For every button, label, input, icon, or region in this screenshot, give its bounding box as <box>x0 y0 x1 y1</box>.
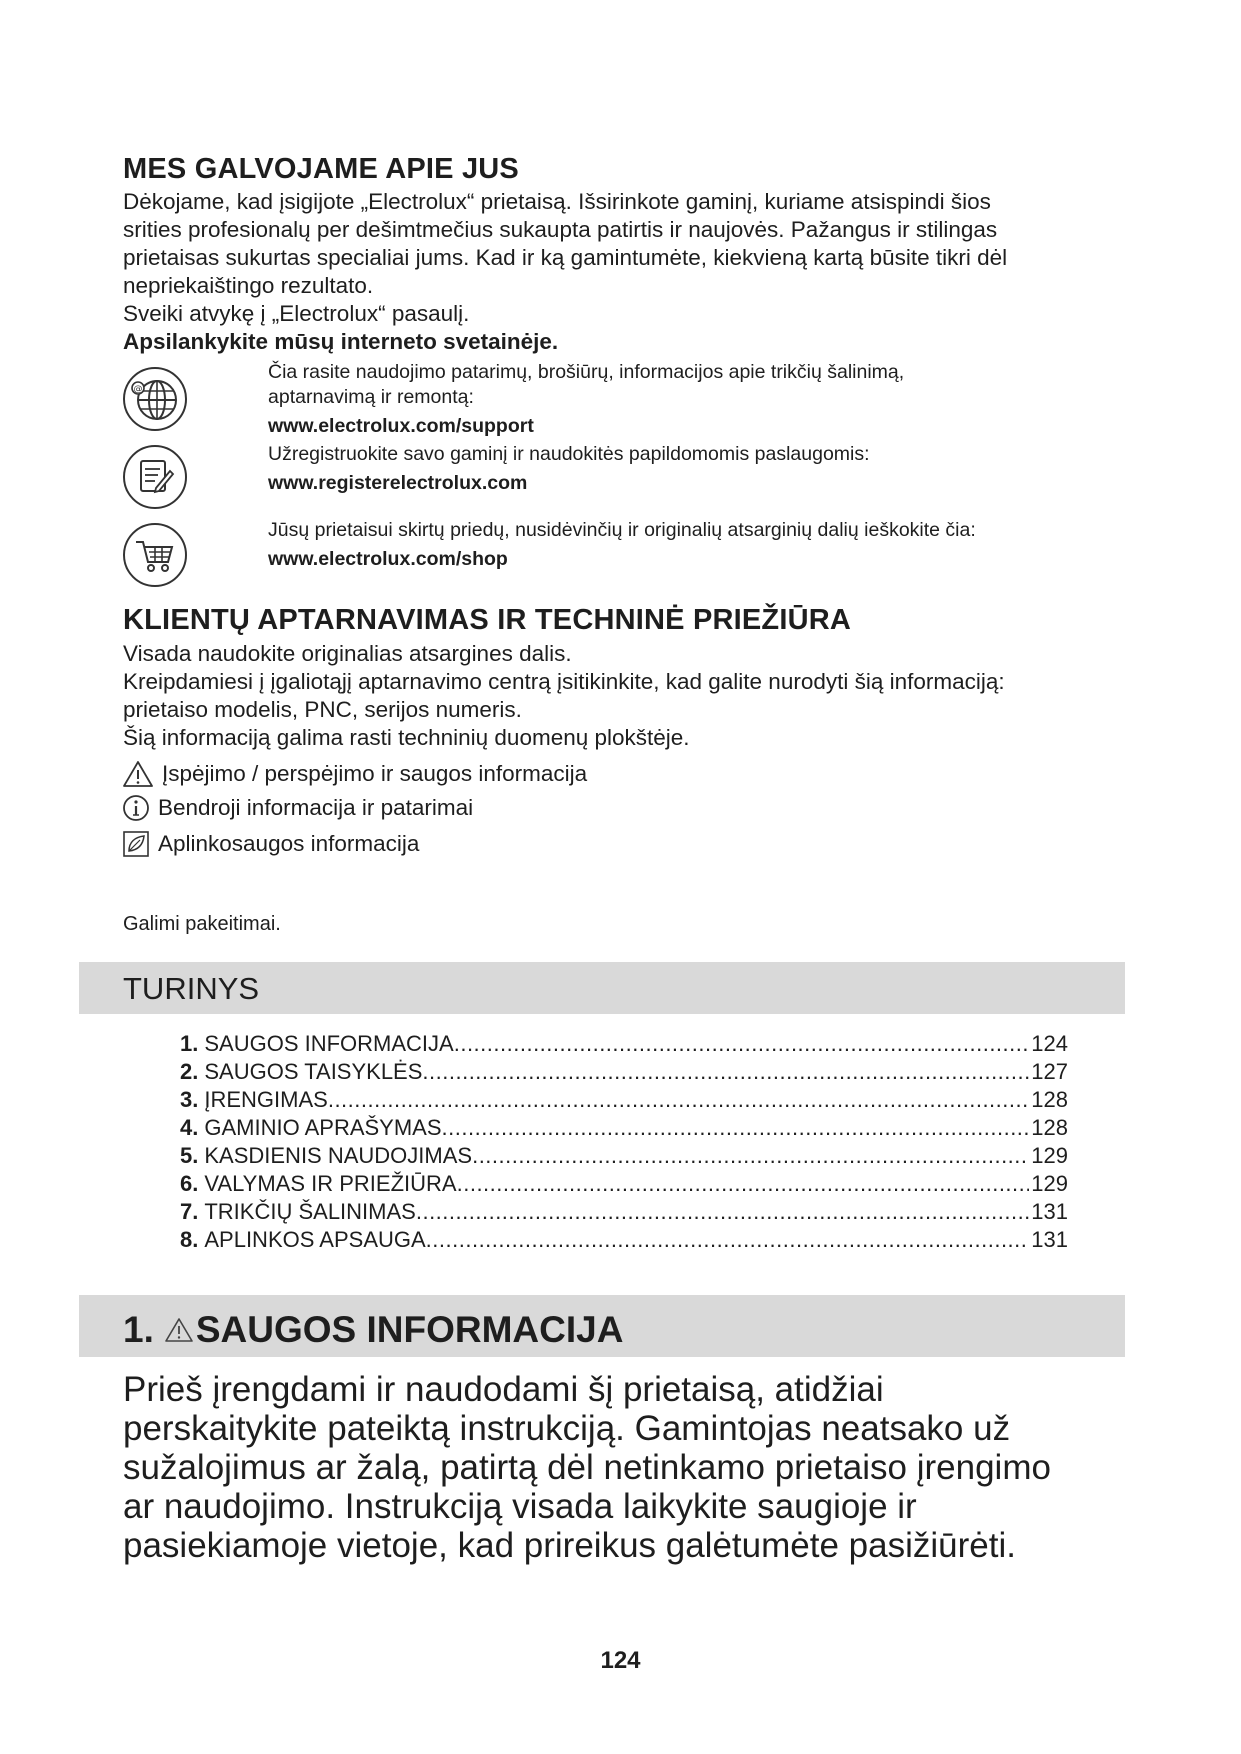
legend-warning <box>122 760 587 788</box>
web-item-register <box>268 442 1128 496</box>
intro-line: nepriekaištingo rezultato. <box>123 273 374 298</box>
welcome-line: Sveiki atvykę į „Electrolux“ pasaulį. <box>123 301 470 326</box>
toc-item-number: 3. <box>180 1087 199 1112</box>
page-number: 124 <box>600 1647 641 1674</box>
section-title-klientu-aptarnavimas: KLIENTŲ APTARNAVIMAS IR TECHNINĖ PRIEŽIŪRA <box>123 604 852 636</box>
toc-item[interactable] <box>180 1058 1068 1086</box>
register-form-icon <box>122 444 188 510</box>
service-line: Šią informaciją galima rasti techninių duomenų plokštėje. <box>123 725 690 750</box>
support-link[interactable]: www.electrolux.com/support <box>268 415 534 437</box>
legend-label: Įspėjimo / perspėjimo ir saugos informacija <box>162 761 588 786</box>
toc-header-bar <box>79 962 1125 1014</box>
legend-environment <box>122 830 419 858</box>
toc-item-label: KASDIENIS NAUDOJIMAS <box>204 1143 473 1168</box>
web-item-text: aptarnavimą ir remontą: <box>268 386 474 408</box>
intro-paragraph <box>123 188 1133 356</box>
service-paragraph <box>123 640 1133 752</box>
toc-item-label: SAUGOS TAISYKLĖS <box>204 1059 423 1084</box>
safety-heading <box>123 1309 623 1351</box>
toc-item-label: VALYMAS IR PRIEŽIŪRA <box>204 1171 457 1196</box>
toc-item-page: 127 <box>1031 1059 1068 1084</box>
svg-text:@: @ <box>133 384 143 395</box>
safety-line: ar naudojimo. Instrukciją visada laikykite saugioje ir <box>123 1487 917 1526</box>
toc-item-label: GAMINIO APRAŠYMAS <box>204 1115 442 1140</box>
intro-line: Dėkojame, kad įsigijote „Electrolux“ prietaisą. Išsirinkote gaminį, kuriame atsispindi šios <box>123 189 991 214</box>
web-item-text: Čia rasite naudojimo patarimų, brošiūrų, informacijos apie trikčių šalinimą, <box>268 361 905 383</box>
toc-item[interactable] <box>180 1114 1068 1142</box>
toc-item-page: 129 <box>1031 1171 1068 1196</box>
toc-title: TURINYS <box>123 971 260 1006</box>
section-title-mes-galvojame: MES GALVOJAME APIE JUS <box>123 153 519 185</box>
toc-item-page: 124 <box>1031 1031 1068 1056</box>
toc-leader-dots <box>472 1142 1029 1170</box>
intro-line: prietaisas sukurtas specialiai jums. Kad ir ką gamintumėte, kiekvieną kartą būsite tikri dėl <box>123 245 1008 270</box>
safety-number: 1. <box>123 1309 154 1350</box>
register-link[interactable]: www.registerelectrolux.com <box>268 472 528 494</box>
toc-leader-dots <box>416 1198 1029 1226</box>
toc-item-page: 131 <box>1031 1199 1068 1224</box>
toc-leader-dots <box>422 1058 1029 1086</box>
toc-item-label: APLINKOS APSAUGA <box>204 1227 426 1252</box>
toc-item-page: 128 <box>1031 1087 1068 1112</box>
toc-leader-dots <box>442 1114 1030 1142</box>
toc-item[interactable] <box>180 1170 1068 1198</box>
safety-paragraph <box>123 1370 1133 1565</box>
environment-leaf-icon <box>122 830 150 858</box>
toc-item-label: TRIKČIŲ ŠALINIMAS <box>204 1199 416 1224</box>
safety-header-bar <box>79 1295 1125 1357</box>
toc-item[interactable] <box>180 1142 1068 1170</box>
warning-icon <box>122 760 154 788</box>
toc-item-number: 4. <box>180 1115 199 1140</box>
shop-link[interactable]: www.electrolux.com/shop <box>268 548 508 570</box>
intro-line: srities profesionalų per dešimtmečius sukaupta patirtis ir naujovės. Pažangus ir stilingas <box>123 217 998 242</box>
changes-note: Galimi pakeitimai. <box>123 913 281 935</box>
web-item-support <box>268 360 1128 439</box>
service-line: prietaiso modelis, PNC, serijos numeris. <box>123 697 522 722</box>
toc-item-number: 7. <box>180 1199 199 1224</box>
legend-label: Bendroji informacija ir patarimai <box>158 795 474 820</box>
toc-item-number: 5. <box>180 1143 199 1168</box>
toc-item[interactable] <box>180 1226 1068 1254</box>
toc-item-page: 131 <box>1031 1227 1068 1252</box>
service-line: Kreipdamiesi į įgaliotąjį aptarnavimo centrą įsitikinkite, kad galite nurodyti šią informaciją: <box>123 669 1005 694</box>
safety-line: perskaitykite pateiktą instrukciją. Gamintojas neatsako už <box>123 1409 1011 1448</box>
toc-item-label: ĮRENGIMAS <box>204 1087 328 1112</box>
legend-label: Aplinkosaugos informacija <box>158 831 420 856</box>
toc-item[interactable] <box>180 1086 1068 1114</box>
safety-line: pasiekiamoje vietoje, kad prireikus galėtumėte pasižiūrėti. <box>123 1526 1016 1565</box>
toc-item-number: 2. <box>180 1059 199 1084</box>
toc-leader-dots <box>457 1170 1030 1198</box>
web-item-text: Jūsų prietaisui skirtų priedų, nusidėvinčių ir originalių atsarginių dalių ieškokite čia: <box>268 519 976 541</box>
info-icon <box>122 794 150 822</box>
toc-item[interactable] <box>180 1030 1068 1058</box>
service-line: Visada naudokite originalias atsargines dalis. <box>123 641 572 666</box>
toc-leader-dots <box>328 1086 1029 1114</box>
shopping-cart-icon <box>122 522 188 588</box>
toc-leader-dots <box>454 1030 1030 1058</box>
safety-line: sužalojimus ar žalą, patirtą dėl netinkamo prietaiso įrengimo <box>123 1448 1051 1487</box>
web-item-shop <box>268 518 1148 572</box>
toc-item-page: 129 <box>1031 1143 1068 1168</box>
toc-item[interactable] <box>180 1198 1068 1226</box>
toc-item-number: 6. <box>180 1171 199 1196</box>
globe-icon <box>122 366 188 432</box>
web-item-text: Užregistruokite savo gaminį ir naudokitės papildomomis paslaugomis: <box>268 443 870 465</box>
visit-website-line: Apsilankykite mūsų interneto svetainėje. <box>123 329 559 354</box>
toc-item-label: SAUGOS INFORMACIJA <box>204 1031 454 1056</box>
toc-item-page: 128 <box>1031 1115 1068 1140</box>
toc-item-number: 1. <box>180 1031 199 1056</box>
toc-leader-dots <box>426 1226 1030 1254</box>
safety-line: Prieš įrengdami ir naudodami šį prietaisą, atidžiai <box>123 1370 884 1409</box>
legend-info <box>122 794 473 822</box>
toc-item-number: 8. <box>180 1227 199 1252</box>
warning-icon <box>164 1317 194 1343</box>
safety-title: SAUGOS INFORMACIJA <box>195 1309 624 1350</box>
